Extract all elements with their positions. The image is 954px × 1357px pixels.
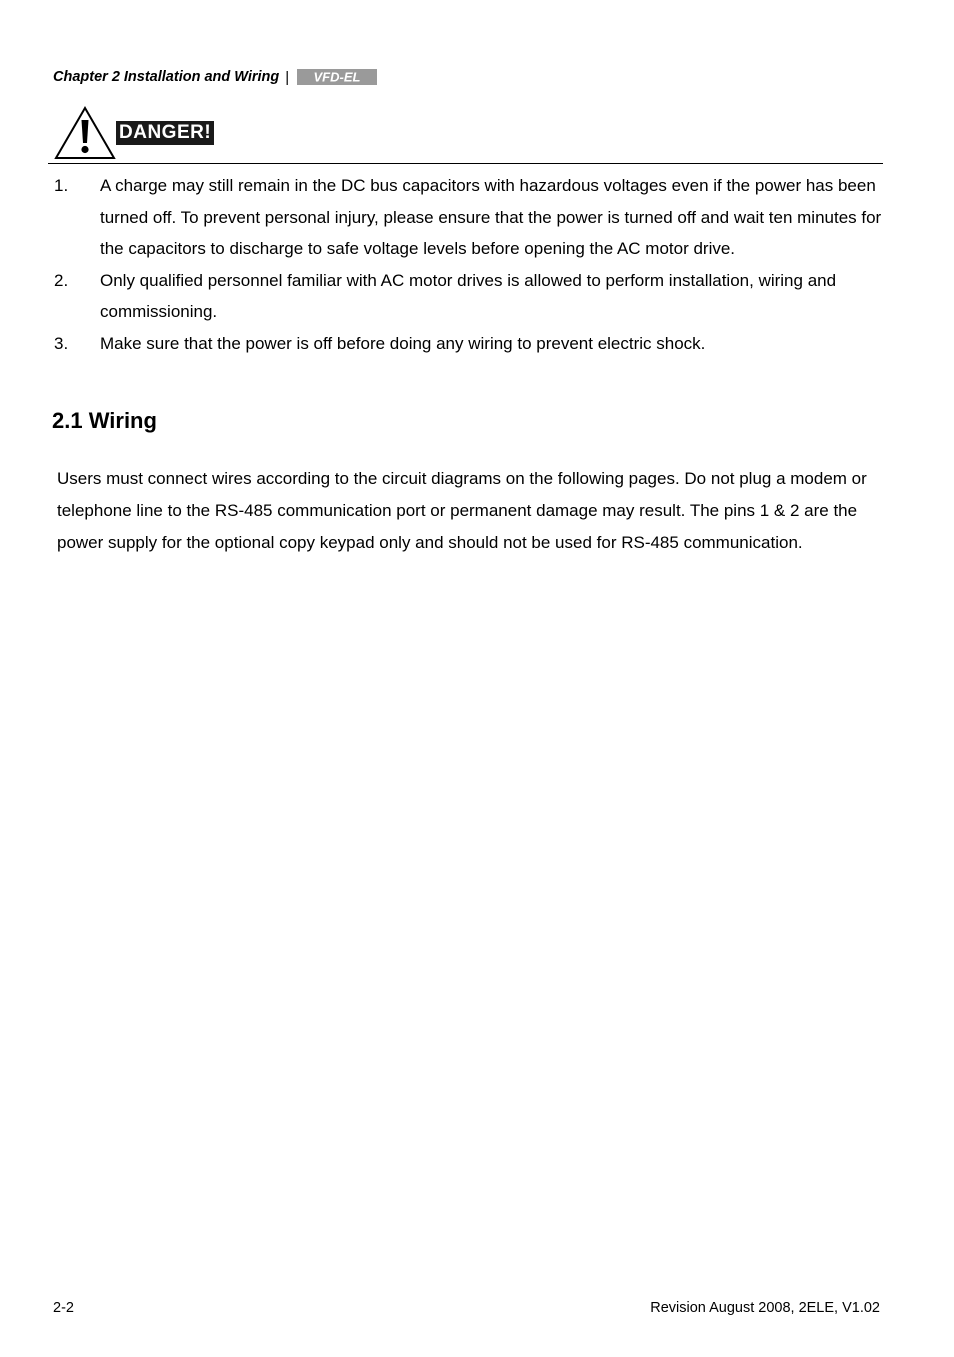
chapter-title: Chapter 2 Installation and Wiring — [53, 69, 280, 85]
list-item — [54, 328, 884, 360]
warning-triangle-icon — [54, 106, 116, 160]
list-item-text: Make sure that the power is off before doing any wiring to prevent electric shock. — [100, 333, 706, 353]
section-paragraph: Users must connect wires according to the circuit diagrams on the following pages. Do not plug a modem or telephone line to the RS-485 communication port or permanent damage may result. The pins 1 & 2 are the power supply for the optional copy keypad only and should not be used for RS-485 communication. — [57, 469, 867, 552]
list-item-text: Only qualified personnel familiar with AC motor drives is allowed to perform installation, wiring and commissioning. — [100, 270, 837, 321]
page-header — [53, 67, 377, 87]
page-number: 2-2 — [53, 1300, 74, 1316]
header-separator: | — [285, 68, 290, 86]
vfd-el-logo — [297, 69, 377, 85]
list-item-number: 3. — [54, 333, 69, 353]
header-divider — [48, 163, 883, 164]
svg-text:VFD-EL: VFD-EL — [313, 69, 361, 85]
danger-label: DANGER! — [116, 121, 214, 145]
list-item-number: 2. — [54, 270, 69, 290]
list-item-text: A charge may still remain in the DC bus capacitors with hazardous voltages even if the power has been turned off. To prevent personal injury, please ensure that the power is turned off and wait ten minutes for the capacitors to discharge to safe voltage levels before opening the AC motor drive. — [100, 176, 882, 258]
revision-info: Revision August 2008, 2ELE, V1.02 — [650, 1300, 880, 1316]
danger-list — [54, 170, 884, 359]
list-item — [54, 265, 884, 328]
list-item — [54, 170, 884, 265]
list-item-number: 1. — [54, 176, 69, 195]
section-title: 2.1 Wiring — [52, 408, 157, 433]
